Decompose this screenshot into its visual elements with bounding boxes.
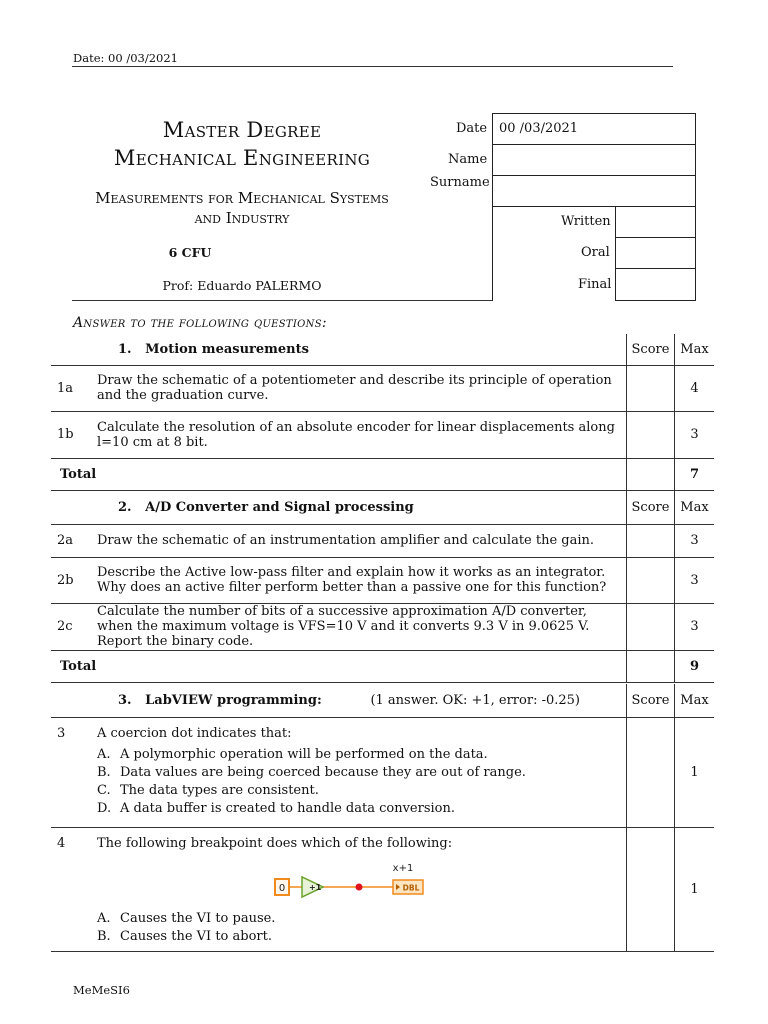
section-3-header bbox=[51, 684, 714, 717]
oral-score-field[interactable] bbox=[615, 237, 696, 269]
score-header: Score bbox=[627, 334, 675, 365]
name-label: Name bbox=[448, 152, 488, 167]
option-key: B. bbox=[97, 764, 111, 780]
score-header: Score bbox=[627, 684, 675, 717]
question-id: 3 bbox=[57, 725, 66, 741]
labview-diagram-svg bbox=[273, 855, 473, 905]
section-3-table bbox=[51, 684, 714, 952]
date-field[interactable] bbox=[492, 113, 696, 145]
section-1-number: 1. bbox=[118, 341, 132, 357]
answer-option[interactable] bbox=[97, 782, 620, 800]
option-text: A polymorphic operation will be performed on the data. bbox=[120, 746, 488, 762]
professor: Prof: Eduardo PALERMO bbox=[162, 278, 322, 293]
score-cell[interactable] bbox=[627, 827, 675, 951]
increment-label: +1 bbox=[309, 882, 322, 892]
total-row bbox=[51, 650, 714, 682]
max-cell: 1 bbox=[675, 827, 715, 951]
footer-code: MeMeSI6 bbox=[73, 983, 130, 997]
total-row bbox=[51, 458, 714, 490]
question-row bbox=[51, 603, 714, 650]
final-label: Final bbox=[578, 277, 612, 292]
surname-label: Surname bbox=[430, 175, 490, 190]
question-id: 2a bbox=[57, 533, 74, 548]
answer-options bbox=[97, 746, 620, 818]
section-2-title: A/D Converter and Signal processing bbox=[145, 499, 414, 515]
score-cell[interactable] bbox=[627, 365, 675, 411]
score-cell[interactable] bbox=[627, 603, 675, 650]
option-key: A. bbox=[97, 746, 111, 762]
credits: 6 CFU bbox=[168, 245, 212, 260]
answer-option[interactable] bbox=[97, 800, 620, 818]
question-text: Calculate the resolution of an absolute encoder for linear displacements along l=10 cm at 8 bit. bbox=[97, 419, 615, 450]
question-row bbox=[51, 717, 714, 827]
option-key: C. bbox=[97, 782, 111, 798]
breakpoint-icon bbox=[356, 883, 363, 890]
section-1-header bbox=[51, 334, 714, 365]
answer-option[interactable] bbox=[97, 764, 620, 782]
question-text: The following breakpoint does which of the following: bbox=[97, 835, 453, 851]
question-id: 2c bbox=[57, 619, 73, 634]
answer-option[interactable] bbox=[97, 928, 620, 946]
question-row bbox=[51, 524, 714, 557]
question-text-line1: Describe the Active low-pass filter and explain how it works as an integrator. bbox=[97, 565, 606, 580]
date-value: 00 /03/2021 bbox=[499, 121, 579, 136]
total-score-cell[interactable] bbox=[627, 458, 675, 490]
section-2-table bbox=[51, 491, 714, 683]
question-row bbox=[51, 411, 714, 458]
section-1-title: Motion measurements bbox=[145, 341, 309, 357]
option-text: Causes the VI to pause. bbox=[120, 910, 276, 926]
option-text: Causes the VI to abort. bbox=[120, 928, 272, 944]
name-field[interactable] bbox=[492, 144, 696, 176]
question-text: Draw the schematic of a potentiometer and describe its principle of operation and the graduation curve. bbox=[97, 373, 612, 403]
total-score-cell[interactable] bbox=[627, 650, 675, 682]
header-date: Date: 00 /03/2021 bbox=[73, 51, 178, 65]
title-rule bbox=[72, 300, 492, 301]
question-row bbox=[51, 827, 714, 951]
section-2-header bbox=[51, 491, 714, 524]
question-row bbox=[51, 557, 714, 603]
option-text: Data values are being coerced because they are out of range. bbox=[120, 764, 526, 780]
surname-field[interactable] bbox=[492, 175, 696, 207]
max-header: Max bbox=[675, 684, 715, 717]
question-id: 4 bbox=[57, 835, 66, 851]
answer-option[interactable] bbox=[97, 746, 620, 764]
section-3-number: 3. bbox=[118, 692, 132, 708]
section-3-scoring-note: (1 answer. OK: +1, error: -0.25) bbox=[370, 692, 580, 708]
course-title-line2: and Industry bbox=[194, 209, 290, 227]
score-cell[interactable] bbox=[627, 524, 675, 557]
question-row bbox=[51, 365, 714, 411]
final-score-field[interactable] bbox=[615, 268, 696, 301]
question-text: Draw the schematic of an instrumentation amplifier and calculate the gain. bbox=[97, 533, 595, 548]
degree-title: Master Degree bbox=[162, 118, 322, 142]
score-cell[interactable] bbox=[627, 557, 675, 603]
section-1-table bbox=[51, 334, 714, 491]
question-text-line2: Why does an active filter perform better than a passive one for this function? bbox=[97, 580, 607, 595]
oral-label: Oral bbox=[581, 245, 610, 260]
question-id: 1b bbox=[57, 427, 74, 442]
constant-value: 0 bbox=[278, 882, 286, 894]
info-box-left-border bbox=[492, 206, 493, 301]
max-cell: 3 bbox=[675, 557, 715, 603]
instructions: Answer to the following questions: bbox=[73, 315, 327, 331]
option-key: A. bbox=[97, 910, 111, 926]
answer-options bbox=[97, 910, 620, 946]
max-cell: 4 bbox=[675, 365, 715, 411]
answer-option[interactable] bbox=[97, 910, 620, 928]
written-label: Written bbox=[561, 214, 611, 229]
score-header: Score bbox=[627, 491, 675, 524]
question-id: 1a bbox=[57, 380, 74, 396]
question-id: 2b bbox=[57, 572, 74, 588]
indicator-type: DBL bbox=[402, 883, 420, 892]
option-key: B. bbox=[97, 928, 111, 944]
header-rule bbox=[72, 66, 673, 67]
total-max-cell: 9 bbox=[675, 650, 715, 682]
section-3-title: LabVIEW programming: bbox=[145, 692, 322, 708]
max-cell: 3 bbox=[675, 411, 715, 458]
option-text: The data types are consistent. bbox=[120, 782, 319, 798]
max-cell: 1 bbox=[675, 717, 715, 827]
question-text: A coercion dot indicates that: bbox=[97, 725, 292, 741]
course-title-line1: Measurements for Mechanical Systems bbox=[95, 189, 389, 207]
max-cell: 3 bbox=[675, 524, 715, 557]
max-header: Max bbox=[675, 491, 715, 524]
max-header: Max bbox=[675, 334, 715, 365]
date-label: Date bbox=[456, 121, 488, 136]
total-label: Total bbox=[60, 466, 97, 482]
indicator-caption: x+1 bbox=[392, 862, 414, 874]
total-max-cell: 7 bbox=[675, 458, 715, 490]
option-text: A data buffer is created to handle data conversion. bbox=[120, 800, 455, 816]
labview-breakpoint-diagram bbox=[97, 855, 620, 905]
score-cell[interactable] bbox=[627, 717, 675, 827]
option-key: D. bbox=[97, 800, 112, 816]
score-cell[interactable] bbox=[627, 411, 675, 458]
section-2-number: 2. bbox=[118, 499, 132, 515]
written-score-field[interactable] bbox=[615, 206, 696, 238]
program-title: Mechanical Engineering bbox=[113, 146, 371, 170]
max-cell: 3 bbox=[675, 603, 715, 650]
question-text: Calculate the number of bits of a successive approximation A/D converter, when the maximum voltage is VFS=10 V and it converts 9.3 V in 9.0625 V. Report the binary code. bbox=[97, 604, 590, 649]
total-label: Total bbox=[60, 658, 97, 674]
